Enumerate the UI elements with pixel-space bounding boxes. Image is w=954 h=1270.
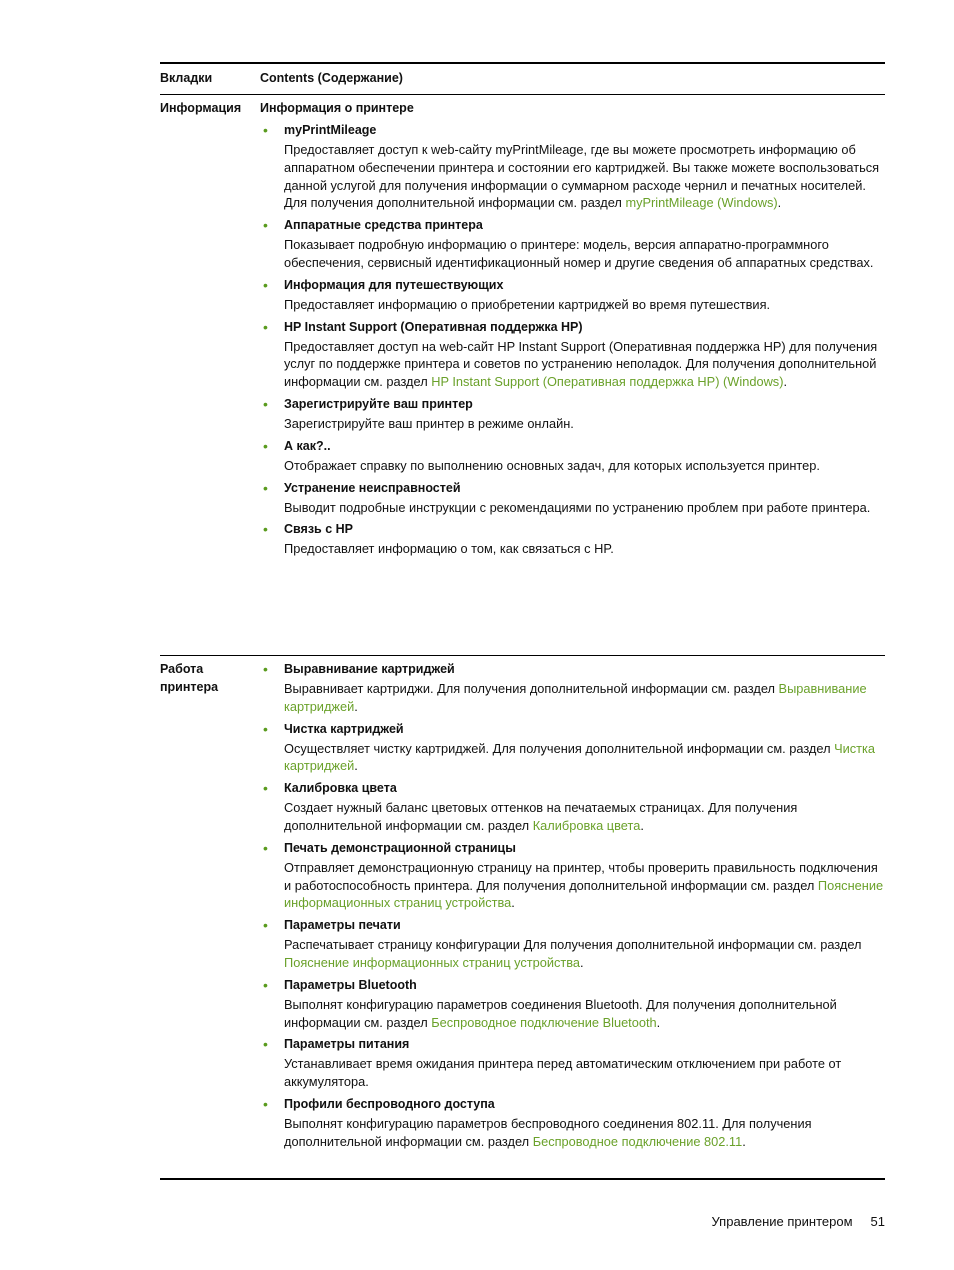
bullet-icon: • [263, 217, 268, 234]
section-subheading: Информация о принтере [260, 101, 414, 115]
item-description [284, 338, 885, 391]
item-description [284, 1055, 885, 1091]
description-text: Предоставляет доступ на web-сайт HP Instant Support (Оперативная поддержка HP) для получения услуг по поддержке принтера и советов по устранению неполадок. Для получения дополнительной информации см. раздел [284, 338, 878, 390]
list-item [260, 276, 885, 314]
item-description [284, 296, 885, 314]
cross-reference-link[interactable]: Чистка картриджей [284, 740, 876, 774]
description-text: Распечатывает страницу конфигурации Для получения дополнительной информации см. раздел [284, 937, 862, 953]
bullet-icon: • [263, 479, 268, 496]
item-title: Выравнивание картриджей [284, 662, 455, 676]
description-text: Предоставляет информацию о том, как связаться с HP. [284, 541, 614, 557]
bullet-icon: • [263, 395, 268, 412]
item-description [284, 996, 885, 1032]
trailing-punctuation: . [354, 758, 358, 774]
description-text: Предоставляет информацию о приобретении картриджей во время путешествия. [284, 296, 771, 312]
item-title: Печать демонстрационной страницы [284, 840, 516, 855]
section-information [160, 95, 885, 656]
bullet-icon: • [263, 318, 268, 335]
description-text: Отправляет демонстрационную страницу на принтер, чтобы проверить правильность подключения и работоспособность принтера. Для получения дополнительной информации см. раздел [284, 859, 878, 893]
item-description [284, 1115, 885, 1151]
item-title: Параметры печати [284, 918, 401, 933]
item-description [284, 415, 885, 433]
item-description [284, 457, 885, 475]
cross-reference-link[interactable]: Пояснение информационных страниц устройства [284, 954, 581, 970]
bullet-icon: • [263, 122, 268, 138]
item-title: Связь с HP [284, 522, 354, 537]
table-header [160, 64, 885, 95]
list-item [260, 520, 885, 558]
item-title: Профили беспроводного доступа [284, 1096, 495, 1111]
description-text: Отображает справку по выполнению основных задач, для которых используется принтер. [284, 457, 820, 473]
item-title: Параметры питания [284, 1037, 410, 1052]
item-title: Чистка картриджей [284, 721, 404, 736]
list-item [260, 395, 885, 433]
trailing-punctuation: . [511, 895, 515, 911]
trailing-punctuation: . [777, 195, 782, 211]
item-title: Зарегистрируйте ваш принтер [284, 396, 473, 411]
description-text: Выполнят конфигурацию параметров соединения Bluetooth. Для получения дополнительной информации см. раздел [284, 996, 837, 1030]
description-text: Выводит подробные инструкции с рекомендациями по устранению проблем при работе принтера. [284, 499, 871, 515]
description-text: Предоставляет доступ к web-сайту myPrintMileage, где вы можете просмотреть информацию об аппаратном обеспечении принтера и состоянии его картриджей. Вы также можете воспользоваться данной услугой для получения информации о суммарном расходе чернил и печатных носителей. Для получения дополнительной информации см. раздел [284, 142, 880, 211]
bullet-icon: • [263, 917, 268, 934]
cross-reference-link[interactable]: HP Instant Support (Оперативная поддержка HP) (Windows) [431, 374, 784, 390]
item-description [284, 740, 885, 776]
bullet-icon: • [263, 437, 268, 454]
item-title: А как?.. [284, 438, 331, 453]
list-item [260, 1035, 885, 1091]
item-description [284, 799, 885, 835]
cross-reference-link[interactable]: Выравнивание картриджей [284, 681, 867, 714]
description-text: Создает нужный баланс цветовых оттенков на печатаемых страницах. Для получения дополнительной информации см. раздел [284, 800, 798, 833]
item-title: Устранение неисправностей [284, 480, 461, 495]
tab-name: Информация [160, 101, 242, 115]
list-item [260, 839, 885, 912]
bullet-icon: • [263, 720, 268, 737]
bullet-icon: • [263, 276, 268, 293]
item-description [284, 499, 885, 517]
item-title: HP Instant Support (Оперативная поддержка HP) [284, 319, 583, 334]
item-description [284, 540, 885, 558]
list-item [260, 437, 885, 475]
item-description [284, 680, 885, 716]
item-title: Калибровка цвета [284, 781, 397, 796]
item-title: Аппаратные средства принтера [284, 218, 483, 233]
column-header-tabs: Вкладки [160, 71, 213, 85]
list-item [260, 216, 885, 272]
bullet-icon: • [263, 1036, 268, 1053]
trailing-punctuation: . [656, 1014, 661, 1030]
section-content [260, 95, 885, 655]
trailing-punctuation: . [580, 954, 584, 970]
item-description [284, 936, 885, 972]
bullet-icon: • [263, 1095, 268, 1112]
list-item [260, 976, 885, 1032]
bullet-icon: • [263, 521, 268, 538]
trailing-punctuation: . [783, 374, 788, 390]
cross-reference-link[interactable]: Калибровка цвета [532, 817, 641, 833]
trailing-punctuation: . [640, 817, 644, 833]
page-number: 51 [870, 1214, 885, 1229]
list-item [260, 121, 885, 212]
item-title: Информация для путешествующих [284, 277, 504, 292]
page-footer [712, 1213, 886, 1231]
item-title: myPrintMileage [284, 123, 377, 137]
list-item [260, 1095, 885, 1151]
trailing-punctuation: . [742, 1133, 746, 1149]
cross-reference-link[interactable]: myPrintMileage (Windows) [625, 195, 778, 211]
description-text: Выравнивает картриджи. Для получения дополнительной информации см. раздел [284, 681, 779, 696]
bullet-icon: • [263, 976, 268, 993]
description-text: Выполнят конфигурацию параметров беспроводного соединения 802.11. Для получения дополнительной информации см. раздел [284, 1115, 812, 1149]
trailing-punctuation: . [354, 698, 358, 714]
description-text: Осуществляет чистку картриджей. Для получения дополнительной информации см. раздел [284, 740, 835, 756]
settings-table [160, 62, 885, 1180]
bullet-icon: • [263, 661, 268, 677]
item-description [284, 141, 885, 212]
list-item [260, 779, 885, 835]
bullet-icon: • [263, 780, 268, 797]
tab-name: Работа принтера [160, 662, 219, 694]
cross-reference-link[interactable]: Беспроводное подключение Bluetooth [431, 1014, 657, 1030]
item-description [284, 236, 885, 272]
list-item [260, 479, 885, 517]
list-item [260, 916, 885, 972]
cross-reference-link[interactable]: Пояснение информационных страниц устройства [284, 877, 884, 911]
list-item [260, 660, 885, 716]
list-item [260, 720, 885, 776]
description-text: Показывает подробную информацию о принтере: модель, версия аппаратно-программного обеспечения, сервисный идентификационный номер и другие сведения об аппаратных средствах. [284, 237, 874, 270]
section-printer-services [160, 656, 885, 1180]
bullet-icon: • [263, 839, 268, 856]
item-title: Параметры Bluetooth [284, 977, 417, 992]
description-text: Устанавливает время ожидания принтера перед автоматическим отключением при работе от аккумулятора. [284, 1056, 842, 1090]
description-text: Зарегистрируйте ваш принтер в режиме онлайн. [284, 415, 574, 431]
footer-chapter-title: Управление принтером [711, 1214, 853, 1229]
section-content [260, 656, 885, 1178]
list-item [260, 318, 885, 391]
cross-reference-link[interactable]: Беспроводное подключение 802.11 [532, 1133, 743, 1149]
item-description [284, 859, 885, 912]
column-header-contents: Contents (Содержание) [260, 71, 403, 85]
